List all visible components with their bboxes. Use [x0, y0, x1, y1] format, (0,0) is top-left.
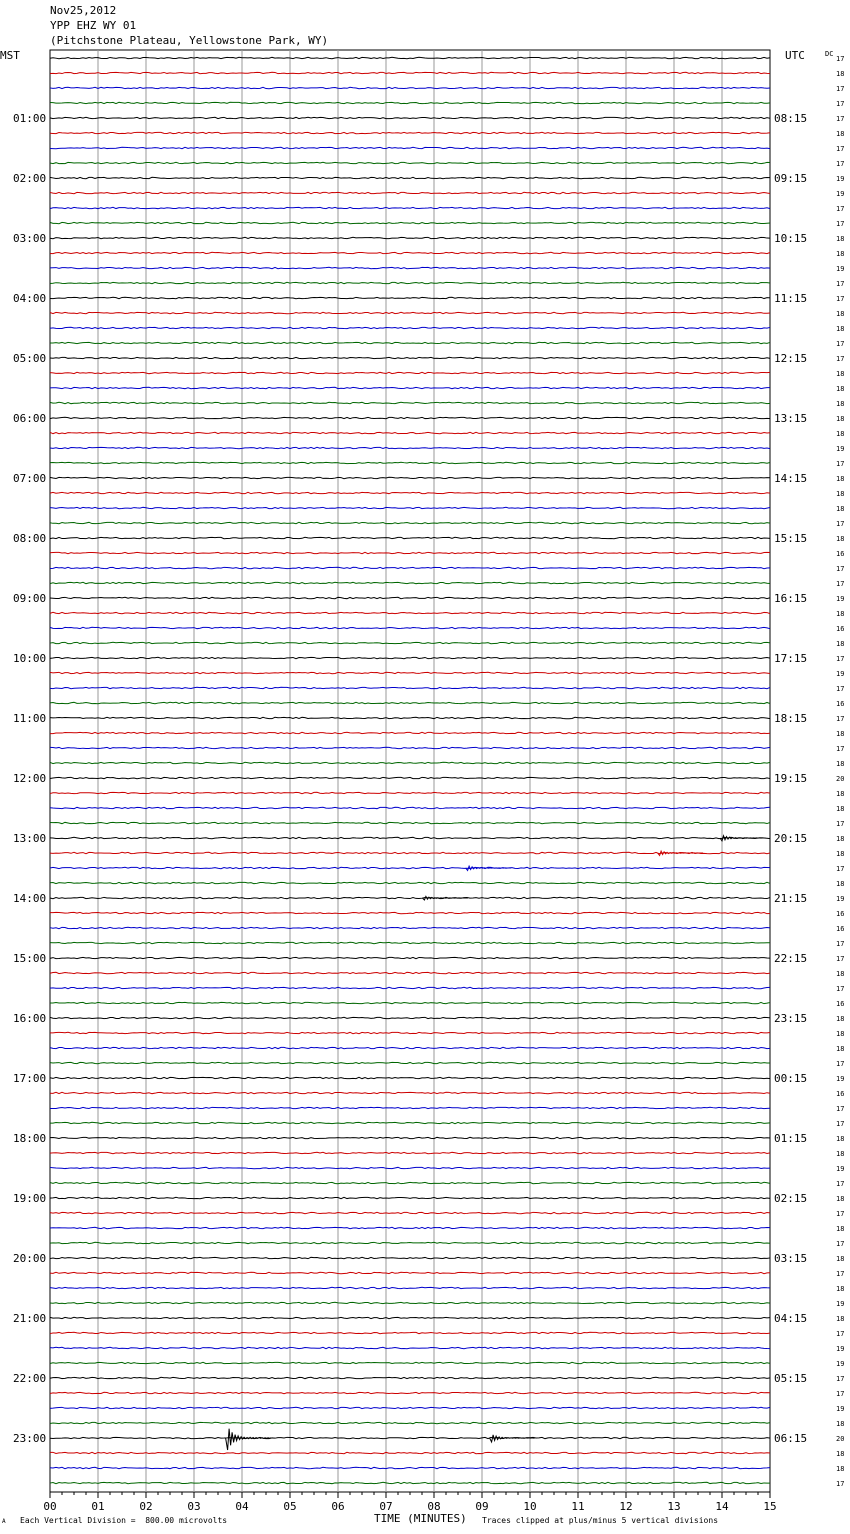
dc-offset-label: 18: [836, 610, 845, 618]
trace-row: [50, 342, 770, 343]
x-tick-label: 09: [475, 1500, 489, 1513]
right-hour-label: 00:15: [774, 1072, 808, 1085]
trace-row: [50, 1287, 770, 1288]
trace-row: [50, 1062, 770, 1063]
dc-offset-label: 17: [836, 115, 845, 123]
x-tick-label: 15: [763, 1500, 777, 1513]
dc-offset-label: 18: [836, 535, 845, 543]
date-label: Nov25,2012: [50, 4, 117, 17]
left-hour-label: 13:00: [13, 832, 47, 845]
dc-offset-label: 18: [836, 385, 845, 393]
dc-offset-label: 18: [836, 505, 845, 513]
dc-offset-label: 18: [836, 1450, 845, 1458]
dc-offset-label: 19: [836, 595, 845, 603]
dc-offset-label: 17: [836, 520, 845, 528]
left-hour-label: 11:00: [13, 712, 47, 725]
trace-row: [50, 552, 770, 553]
trace-row: [50, 837, 770, 838]
trace-row: [50, 327, 770, 328]
trace-row: [50, 1017, 770, 1018]
dc-offset-label: 17: [836, 655, 845, 663]
dc-offset-label: 18: [836, 760, 845, 768]
dc-offset-label: 18: [836, 1015, 845, 1023]
dc-offset-label: 18: [836, 70, 845, 78]
trace-row: [50, 57, 770, 58]
left-hour-label: 14:00: [13, 892, 47, 905]
dc-offset-label: 19: [836, 1075, 845, 1083]
dc-offset-label: 18: [836, 970, 845, 978]
trace-row: [50, 102, 770, 103]
x-tick-label: 14: [715, 1500, 729, 1513]
scale-note: Each Vertical Division = 800.00 microvolts: [20, 1516, 228, 1525]
trace-row: [50, 1137, 770, 1138]
trace-row: [50, 987, 770, 988]
trace-row: [50, 882, 770, 883]
left-hour-label: 23:00: [13, 1432, 47, 1445]
seismic-event: [490, 1435, 535, 1442]
trace-row: [50, 492, 770, 493]
dc-offset-label: 18: [836, 310, 845, 318]
trace-row: [50, 417, 770, 418]
dc-offset-label: 18: [836, 1030, 845, 1038]
left-hour-label: 17:00: [13, 1072, 47, 1085]
trace-row: [50, 657, 770, 658]
dc-offset-label: 18: [836, 235, 845, 243]
trace-row: [50, 1452, 770, 1453]
dc-offset-label: 19: [836, 175, 845, 183]
right-hour-label: 18:15: [774, 712, 808, 725]
x-tick-label: 07: [379, 1500, 393, 1513]
right-hour-label: 19:15: [774, 772, 808, 785]
dc-offset-label: 18: [836, 130, 845, 138]
station-label: YPP EHZ WY 01: [50, 19, 137, 32]
left-hour-label: 03:00: [13, 232, 47, 245]
dc-offset-label: 16: [836, 1000, 845, 1008]
dc-offset-label: 16: [836, 700, 845, 708]
left-hour-label: 22:00: [13, 1372, 47, 1385]
right-hour-label: 16:15: [774, 592, 808, 605]
left-hour-label: 01:00: [13, 112, 47, 125]
trace-row: [50, 432, 770, 433]
trace-row: [50, 132, 770, 133]
x-tick-label: 10: [523, 1500, 537, 1513]
dc-offset-label: 18: [836, 1465, 845, 1473]
trace-row: [50, 597, 770, 598]
right-hour-label: 22:15: [774, 952, 808, 965]
trace-row: [50, 222, 770, 223]
trace-row: [50, 1167, 770, 1168]
trace-row: [50, 1422, 770, 1423]
dc-offset-label: 17: [836, 1105, 845, 1113]
dc-offset-label: 18: [836, 475, 845, 483]
trace-row: [50, 1092, 770, 1093]
left-hour-label: 09:00: [13, 592, 47, 605]
dc-offset-label: 18: [836, 1225, 845, 1233]
left-hour-label: 12:00: [13, 772, 47, 785]
trace-row: [50, 1122, 770, 1123]
trace-row: [50, 462, 770, 463]
trace-row: [50, 87, 770, 88]
left-hour-label: 04:00: [13, 292, 47, 305]
right-hour-label: 11:15: [774, 292, 808, 305]
x-tick-label: 13: [667, 1500, 681, 1513]
trace-row: [50, 1302, 770, 1303]
dc-offset-label: 17: [836, 1390, 845, 1398]
dc-offset-label: 17: [836, 145, 845, 153]
dc-label: DC: [825, 50, 834, 58]
trace-row: [50, 522, 770, 523]
dc-offset-label: 20: [836, 1435, 845, 1443]
dc-offset-label: 17: [836, 160, 845, 168]
trace-row: [50, 1227, 770, 1228]
trace-row: [50, 1347, 770, 1348]
dc-offset-label: 18: [836, 835, 845, 843]
x-tick-label: 08: [427, 1500, 441, 1513]
dc-offset-label: 17: [836, 1060, 845, 1068]
left-hour-label: 19:00: [13, 1192, 47, 1205]
trace-row: [50, 642, 770, 643]
clip-note: Traces clipped at plus/minus 5 vertical divisions: [482, 1516, 719, 1525]
trace-row: [50, 282, 770, 283]
dc-offset-label: 18: [836, 325, 845, 333]
trace-row: [50, 582, 770, 583]
dc-offset-label: 18: [836, 1255, 845, 1263]
x-tick-label: 12: [619, 1500, 633, 1513]
trace-row: [50, 747, 770, 748]
x-axis-title: TIME (MINUTES): [374, 1512, 467, 1525]
dc-offset-label: 17: [836, 55, 845, 63]
left-hour-label: 10:00: [13, 652, 47, 665]
dc-offset-label: 19: [836, 445, 845, 453]
dc-offset-label: 17: [836, 985, 845, 993]
right-hour-label: 03:15: [774, 1252, 808, 1265]
trace-row: [50, 537, 770, 538]
trace-row: [50, 1212, 770, 1213]
dc-offset-label: 17: [836, 460, 845, 468]
dc-offset-label: 18: [836, 1045, 845, 1053]
trace-row: [50, 237, 770, 238]
trace-row: [50, 1257, 770, 1258]
trace-row: [50, 1407, 770, 1408]
dc-offset-label: 18: [836, 1135, 845, 1143]
right-timezone-label: UTC: [785, 49, 805, 62]
right-hour-label: 20:15: [774, 832, 808, 845]
dc-offset-label: 18: [836, 850, 845, 858]
x-tick-label: 05: [283, 1500, 297, 1513]
dc-offset-label: 17: [836, 1120, 845, 1128]
dc-offset-label: 18: [836, 1150, 845, 1158]
trace-row: [50, 312, 770, 313]
trace-row: [50, 867, 770, 868]
trace-row: [50, 477, 770, 478]
right-hour-label: 13:15: [774, 412, 808, 425]
dc-offset-label: 18: [836, 415, 845, 423]
trace-row: [50, 762, 770, 763]
x-tick-label: 11: [571, 1500, 585, 1513]
trace-row: [50, 567, 770, 568]
dc-offset-label: 17: [836, 745, 845, 753]
plot-frame: [50, 50, 770, 1492]
dc-offset-label: 18: [836, 370, 845, 378]
trace-row: [50, 1392, 770, 1393]
dc-offset-label: 18: [836, 400, 845, 408]
trace-row: [50, 942, 770, 943]
trace-row: [50, 612, 770, 613]
right-hour-label: 15:15: [774, 532, 808, 545]
trace-row: [50, 687, 770, 688]
left-hour-label: 07:00: [13, 472, 47, 485]
trace-row: [50, 1362, 770, 1363]
dc-offset-label: 17: [836, 1375, 845, 1383]
dc-offset-label: 17: [836, 940, 845, 948]
trace-row: [50, 297, 770, 298]
dc-offset-label: 17: [836, 85, 845, 93]
dc-offset-label: 18: [836, 805, 845, 813]
dc-offset-label: 17: [836, 355, 845, 363]
right-hour-label: 17:15: [774, 652, 808, 665]
trace-row: [50, 702, 770, 703]
trace-row: [50, 402, 770, 403]
left-hour-label: 05:00: [13, 352, 47, 365]
right-hour-label: 09:15: [774, 172, 808, 185]
dc-offset-label: 17: [836, 1270, 845, 1278]
dc-offset-label: 17: [836, 715, 845, 723]
dc-offset-label: 17: [836, 1330, 845, 1338]
dc-offset-label: 18: [836, 880, 845, 888]
dc-offset-label: 19: [836, 190, 845, 198]
trace-row: [50, 732, 770, 733]
left-hour-label: 21:00: [13, 1312, 47, 1325]
trace-row: [50, 957, 770, 958]
dc-offset-label: 18: [836, 490, 845, 498]
trace-row: [50, 162, 770, 163]
right-hour-label: 23:15: [774, 1012, 808, 1025]
dc-offset-label: 19: [836, 895, 845, 903]
trace-row: [50, 507, 770, 508]
left-hour-label: 08:00: [13, 532, 47, 545]
footer-mark: A: [2, 1518, 6, 1525]
right-hour-label: 02:15: [774, 1192, 808, 1205]
right-hour-label: 21:15: [774, 892, 808, 905]
trace-row: [50, 1152, 770, 1153]
right-hour-label: 14:15: [774, 472, 808, 485]
dc-offset-label: 19: [836, 1165, 845, 1173]
dc-offset-label: 18: [836, 790, 845, 798]
right-hour-label: 05:15: [774, 1372, 808, 1385]
dc-offset-label: 18: [836, 1285, 845, 1293]
left-hour-label: 16:00: [13, 1012, 47, 1025]
trace-row: [50, 807, 770, 808]
dc-offset-label: 17: [836, 685, 845, 693]
dc-offset-label: 19: [836, 1300, 845, 1308]
left-hour-label: 06:00: [13, 412, 47, 425]
trace-row: [50, 1437, 770, 1438]
trace-row: [50, 267, 770, 268]
dc-offset-label: 20: [836, 775, 845, 783]
trace-row: [50, 192, 770, 193]
dc-offset-label: 17: [836, 340, 845, 348]
trace-row: [50, 1317, 770, 1318]
trace-row: [50, 1272, 770, 1273]
dc-offset-label: 17: [836, 1240, 845, 1248]
dc-offset-label: 18: [836, 1195, 845, 1203]
right-hour-label: 04:15: [774, 1312, 808, 1325]
dc-offset-label: 17: [836, 220, 845, 228]
x-tick-label: 03: [187, 1500, 201, 1513]
x-tick-label: 04: [235, 1500, 249, 1513]
dc-offset-label: 18: [836, 1315, 845, 1323]
trace-row: [50, 1242, 770, 1243]
dc-offset-label: 17: [836, 865, 845, 873]
dc-offset-label: 17: [836, 295, 845, 303]
dc-offset-label: 16: [836, 910, 845, 918]
trace-row: [50, 1197, 770, 1198]
trace-row: [50, 1107, 770, 1108]
trace-row: [50, 777, 770, 778]
dc-offset-label: 18: [836, 730, 845, 738]
trace-row: [50, 117, 770, 118]
trace-row: [50, 1377, 770, 1378]
trace-row: [50, 1332, 770, 1333]
trace-row: [50, 1482, 770, 1483]
dc-offset-label: 17: [836, 580, 845, 588]
dc-offset-label: 17: [836, 1180, 845, 1188]
dc-offset-label: 17: [836, 1480, 845, 1488]
trace-row: [50, 717, 770, 718]
trace-row: [50, 822, 770, 823]
location-label: (Pitchstone Plateau, Yellowstone Park, WY): [50, 34, 329, 47]
dc-offset-label: 17: [836, 100, 845, 108]
trace-row: [50, 72, 770, 73]
trace-row: [50, 372, 770, 373]
trace-row: [50, 1047, 770, 1048]
dc-offset-label: 18: [836, 430, 845, 438]
trace-row: [50, 357, 770, 358]
right-hour-label: 10:15: [774, 232, 808, 245]
dc-offset-label: 19: [836, 265, 845, 273]
dc-offset-label: 16: [836, 550, 845, 558]
dc-offset-label: 17: [836, 955, 845, 963]
trace-row: [50, 252, 770, 253]
dc-offset-label: 18: [836, 640, 845, 648]
dc-offset-label: 18: [836, 1420, 845, 1428]
x-tick-label: 02: [139, 1500, 153, 1513]
trace-row: [50, 927, 770, 928]
trace-row: [50, 207, 770, 208]
dc-offset-label: 17: [836, 565, 845, 573]
dc-offset-label: 16: [836, 1090, 845, 1098]
dc-offset-label: 19: [836, 670, 845, 678]
x-tick-label: 06: [331, 1500, 345, 1513]
dc-offset-label: 19: [836, 1405, 845, 1413]
seismic-event: [226, 1429, 272, 1450]
dc-offset-label: 17: [836, 820, 845, 828]
trace-row: [50, 447, 770, 448]
trace-row: [50, 1467, 770, 1468]
left-hour-label: 15:00: [13, 952, 47, 965]
x-tick-label: 01: [91, 1500, 105, 1513]
dc-offset-label: 18: [836, 250, 845, 258]
dc-offset-label: 16: [836, 625, 845, 633]
left-hour-label: 20:00: [13, 1252, 47, 1265]
dc-offset-label: 17: [836, 205, 845, 213]
x-tick-label: 00: [43, 1500, 57, 1513]
trace-row: [50, 1182, 770, 1183]
left-hour-label: 02:00: [13, 172, 47, 185]
dc-offset-label: 16: [836, 925, 845, 933]
right-hour-label: 06:15: [774, 1432, 808, 1445]
dc-offset-label: 17: [836, 280, 845, 288]
trace-row: [50, 147, 770, 148]
trace-row: [50, 912, 770, 913]
right-hour-label: 01:15: [774, 1132, 808, 1145]
right-hour-label: 08:15: [774, 112, 808, 125]
trace-row: [50, 672, 770, 673]
left-hour-label: 18:00: [13, 1132, 47, 1145]
trace-row: [50, 1002, 770, 1003]
dc-offset-label: 19: [836, 1360, 845, 1368]
trace-row: [50, 387, 770, 388]
trace-row: [50, 1032, 770, 1033]
dc-offset-label: 17: [836, 1210, 845, 1218]
trace-row: [50, 627, 770, 628]
trace-row: [50, 177, 770, 178]
trace-row: [50, 897, 770, 898]
trace-row: [50, 972, 770, 973]
dc-offset-label: 19: [836, 1345, 845, 1353]
trace-row: [50, 1077, 770, 1078]
left-timezone-label: MST: [0, 49, 20, 62]
trace-row: [50, 792, 770, 793]
right-hour-label: 12:15: [774, 352, 808, 365]
